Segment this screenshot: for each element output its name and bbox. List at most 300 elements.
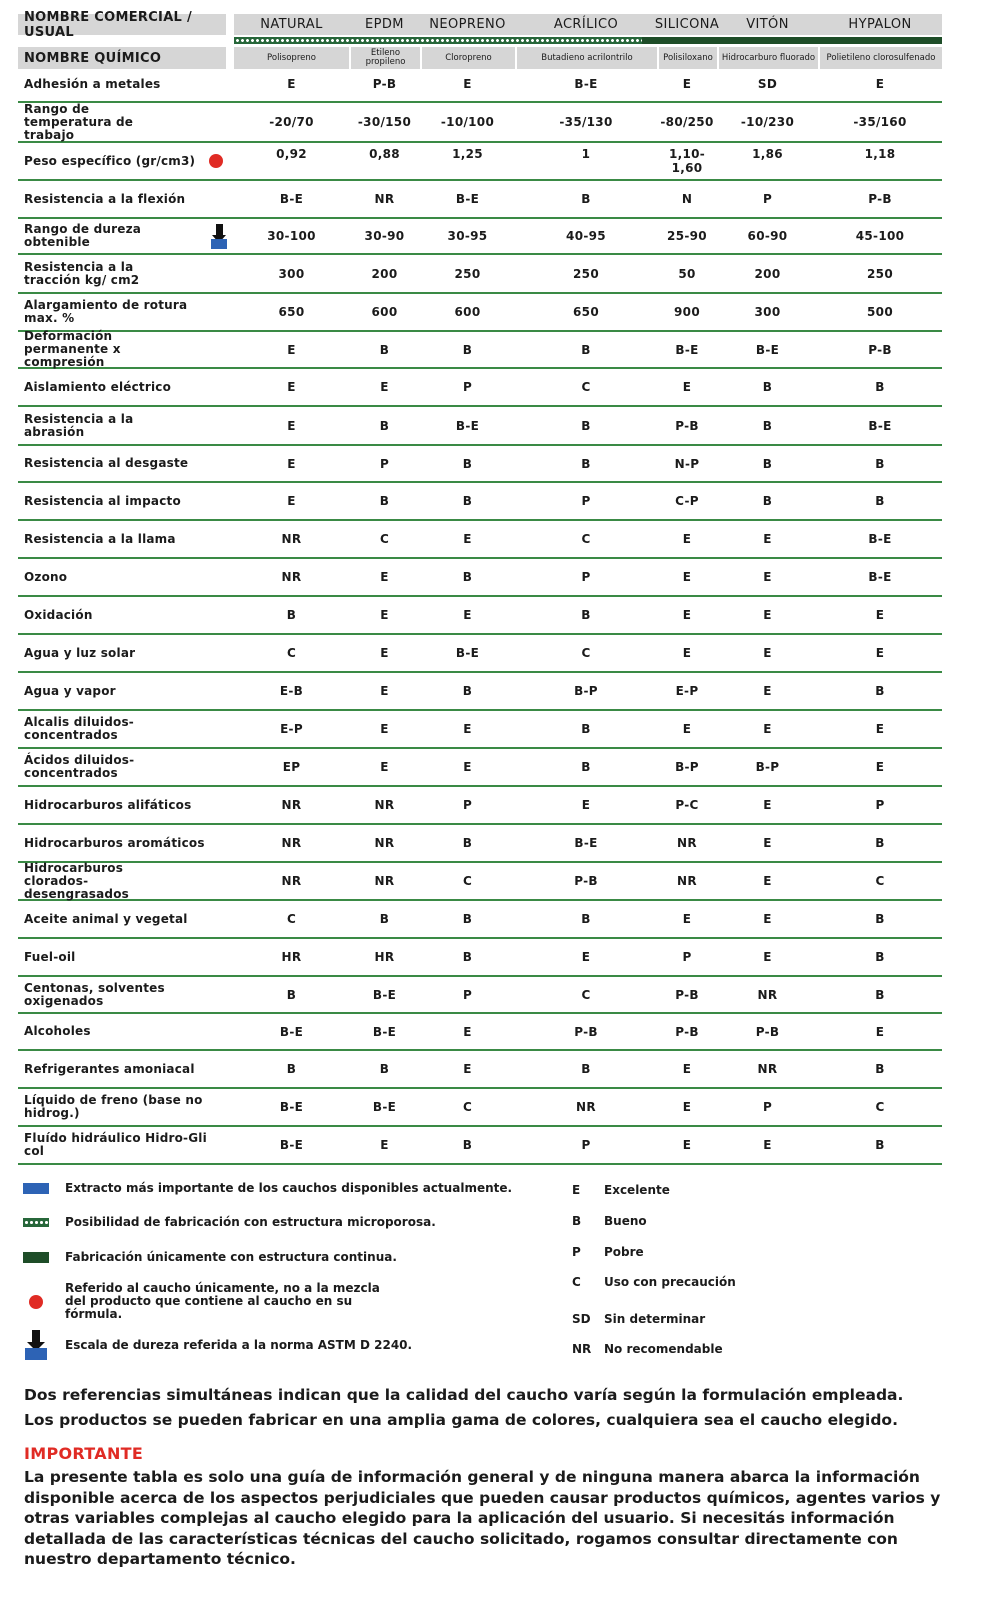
header-trade-names	[18, 9, 942, 40]
row-label	[18, 799, 226, 812]
hardness-scale-icon	[211, 224, 226, 249]
cell-value: B	[875, 684, 885, 698]
row-label	[18, 1025, 226, 1038]
cell-value: P-B	[675, 987, 699, 1002]
cell-value: 1,18	[864, 147, 896, 161]
table-row	[18, 1014, 942, 1051]
rating-meaning: Excelente	[604, 1183, 670, 1197]
row-label-text: Resistencia al impacto	[24, 493, 181, 508]
cell-value: E	[380, 646, 389, 660]
row-label-text: Resistencia a la flexión	[24, 191, 186, 206]
cell-value: B	[581, 760, 591, 774]
cell-value: B	[581, 342, 591, 357]
row-label	[18, 495, 226, 508]
cell-value: E	[875, 77, 885, 91]
table-row	[18, 255, 942, 294]
cell-value: B-E	[574, 836, 598, 850]
cell-value: 25-90	[667, 229, 707, 243]
cell-value: EP	[282, 760, 301, 774]
cell-value: E	[463, 77, 472, 91]
rating-key-item	[572, 1183, 670, 1197]
cell-value: P	[762, 1100, 773, 1114]
cell-value: NR	[281, 570, 302, 584]
column-name-4: SILICONA	[654, 17, 720, 32]
cell-value: E	[287, 342, 296, 357]
rating-key-item	[572, 1214, 647, 1228]
cell-value: E	[763, 950, 772, 964]
cell-value: E	[763, 912, 772, 926]
table-row	[18, 369, 942, 407]
row-label-text: Centonas, solventes oxigenados	[24, 980, 165, 1008]
legend-text: Escala de dureza referida a la norma ASTM D 2240.	[65, 1337, 413, 1352]
row-label-text: Resistencia al desgaste	[24, 456, 189, 470]
cell-value: 30-95	[447, 229, 488, 243]
cell-value: N-P	[674, 456, 700, 471]
legend-text: Posibilidad de fabricación con estructura microporosa.	[65, 1215, 436, 1229]
cell-value: B	[379, 912, 390, 926]
solid-green-bar-icon	[23, 1252, 49, 1263]
column-chemical-4: Polisiloxano	[657, 47, 717, 69]
cell-value: E-B	[279, 684, 304, 698]
cell-value: E	[287, 494, 296, 508]
column-chemical-1: Etileno propileno	[349, 47, 420, 69]
cell-value: P	[581, 1138, 591, 1152]
cell-value: E	[463, 1024, 472, 1039]
row-values	[234, 760, 942, 774]
cell-value: B	[875, 380, 885, 394]
cell-value: E	[287, 456, 296, 471]
cell-value: NR	[281, 798, 302, 812]
row-values	[234, 684, 942, 698]
cell-value: E	[287, 77, 296, 91]
cell-value: E	[463, 1062, 472, 1076]
cell-value: B-P	[574, 684, 598, 698]
column-chemical-2: Cloropreno	[420, 47, 515, 69]
row-label-text: Agua y vapor	[24, 683, 116, 698]
cell-value: B	[875, 456, 885, 471]
cell-value: B-P	[675, 760, 699, 774]
table-row	[18, 901, 942, 939]
cell-value: B	[875, 1138, 885, 1152]
table-row	[18, 483, 942, 521]
cell-value: E	[287, 418, 296, 433]
cell-value: 250	[867, 266, 893, 281]
row-label-text: Fuel-oil	[24, 949, 76, 964]
cell-value: E	[763, 684, 772, 698]
cell-value: NR	[281, 532, 302, 546]
row-values	[234, 570, 942, 584]
cell-value: E	[380, 570, 389, 584]
row-label	[18, 862, 226, 901]
cell-value: C-P	[675, 494, 699, 508]
cell-value: -80/250	[660, 115, 714, 129]
cell-value: 300	[754, 305, 781, 319]
red-dot-icon	[209, 154, 223, 168]
row-values	[234, 380, 942, 394]
row-values	[234, 988, 942, 1002]
cell-value: E	[763, 1138, 772, 1152]
row-label-text: Ozono	[24, 569, 68, 584]
column-chemical-5: Hidrocarburo fluorado	[717, 47, 818, 69]
row-label-text: Oxidación	[24, 607, 93, 622]
cell-value: E	[682, 1138, 692, 1152]
cell-value: C	[581, 987, 591, 1002]
cell-value: E	[875, 1024, 885, 1039]
cell-value: 250	[454, 266, 481, 281]
cell-value: C	[875, 1100, 885, 1114]
row-label	[18, 261, 226, 287]
column-name-1: EPDM	[365, 17, 404, 32]
cell-value: NR	[374, 798, 395, 812]
cell-value: -20/70	[269, 115, 314, 129]
cell-value: 1,25	[452, 147, 483, 161]
table-row	[18, 673, 942, 711]
row-values	[234, 115, 942, 129]
cell-value: B	[379, 342, 390, 357]
legend-swatch	[23, 1218, 49, 1227]
table-row	[18, 825, 942, 863]
cell-value: B	[581, 418, 591, 433]
legend-item	[23, 1330, 412, 1360]
cell-value: P	[462, 798, 473, 812]
cell-value: 200	[371, 266, 398, 281]
rating-key-item	[572, 1245, 644, 1259]
cell-value: E	[763, 798, 772, 812]
cell-value: B	[379, 418, 390, 433]
cell-value: C	[581, 532, 591, 546]
row-values	[234, 722, 942, 736]
cell-value: B-E	[868, 532, 892, 546]
legend-item	[23, 1251, 397, 1264]
rating-meaning: Bueno	[604, 1214, 647, 1228]
cell-value: B-E	[675, 342, 699, 357]
cell-value: E	[380, 1138, 389, 1152]
row-values	[234, 1025, 942, 1039]
cell-value: B	[286, 987, 297, 1002]
table-row	[18, 749, 942, 787]
cell-value: 0,88	[369, 147, 400, 161]
cell-value: B	[762, 380, 773, 394]
column-chemical-3: Butadieno acrilontrilo	[515, 47, 657, 69]
rating-code: C	[572, 1275, 581, 1289]
row-values	[234, 457, 942, 471]
cell-value: E	[682, 532, 692, 546]
row-values	[234, 1138, 942, 1152]
row-values	[234, 532, 942, 546]
row-values	[234, 1100, 942, 1114]
cell-value: B-E	[455, 418, 480, 433]
cell-value: E	[463, 532, 472, 546]
cell-value: B	[581, 608, 591, 622]
rating-key-item	[572, 1275, 736, 1289]
cell-value: P	[762, 192, 773, 206]
cell-value: B-E	[279, 1138, 304, 1152]
cell-value: E	[682, 1100, 692, 1114]
cell-value: P	[682, 950, 692, 964]
column-chemical-6: Polietileno clorosulfenado	[818, 47, 942, 69]
blue-square-icon	[23, 1183, 49, 1194]
cell-value: P-B	[675, 418, 699, 433]
cell-value: 30-90	[364, 229, 405, 243]
row-label	[18, 533, 226, 546]
table-row	[18, 635, 942, 673]
cell-value: P-B	[574, 874, 598, 888]
cell-value: E	[763, 722, 772, 736]
legend-swatch	[23, 1295, 49, 1309]
cell-value: B-P	[755, 760, 780, 774]
important-title: IMPORTANTE	[24, 1444, 144, 1463]
cell-value: C	[462, 874, 473, 888]
cell-value: B-E	[868, 570, 892, 584]
cell-value: E	[380, 608, 389, 622]
row-label	[18, 413, 226, 439]
row-label	[18, 78, 226, 91]
table-row	[18, 181, 942, 219]
row-label-text: Aislamiento eléctrico	[24, 379, 172, 394]
cell-value: B	[462, 836, 473, 850]
cell-value: C	[581, 646, 591, 660]
cell-value: 1,86	[752, 147, 783, 161]
cell-value: NR	[757, 987, 778, 1002]
cell-value: B-E	[279, 1024, 304, 1039]
cell-value: P-B	[574, 1024, 598, 1039]
chemical-name-columns	[234, 47, 942, 69]
cell-value: E	[463, 760, 472, 774]
table-row	[18, 711, 942, 749]
table-row	[18, 143, 942, 181]
row-label-text: Alcalis diluidos-concentrados	[24, 715, 134, 742]
cell-value: 600	[454, 305, 481, 319]
cell-value: E	[875, 760, 885, 774]
legend-item	[23, 1182, 512, 1195]
cell-value: B	[462, 950, 473, 964]
cell-value: B	[581, 192, 591, 206]
cell-value: B	[875, 987, 885, 1002]
cell-value: P-C	[675, 798, 699, 812]
table-row	[18, 219, 942, 255]
cell-value: B-E	[279, 192, 304, 206]
row-label-text: Deformación permanente x compresión	[24, 329, 121, 369]
cell-value: 900	[674, 305, 700, 319]
row-label-text: Hidrocarburos alifáticos	[24, 797, 192, 812]
cell-value: 600	[371, 305, 398, 319]
cell-value: 650	[573, 305, 599, 319]
rating-code: P	[572, 1245, 581, 1259]
table-row	[18, 977, 942, 1014]
row-values	[234, 912, 942, 926]
cell-value: E	[682, 912, 692, 926]
cell-value: B-E	[372, 1024, 397, 1039]
row-label	[18, 457, 226, 470]
hardness-scale-icon	[25, 1330, 47, 1360]
cell-value: 300	[278, 266, 305, 281]
table-row	[18, 446, 942, 483]
row-label	[18, 299, 226, 325]
cell-value: E-P	[675, 684, 699, 698]
rating-meaning: No recomendable	[604, 1342, 723, 1356]
cell-value: B	[581, 1062, 591, 1076]
cell-value: N	[681, 192, 693, 206]
cell-value: P	[379, 456, 390, 471]
legend-item	[23, 1282, 385, 1321]
cell-value: C	[875, 874, 885, 888]
cell-value: B	[762, 456, 773, 471]
cell-value: 500	[867, 305, 893, 319]
legend-swatch	[23, 1252, 49, 1263]
cell-value: C	[379, 532, 390, 546]
cell-value: E	[763, 836, 772, 850]
cell-value: NR	[281, 874, 302, 888]
row-label	[18, 754, 226, 780]
row-label-text: Peso específico (gr/cm3)	[24, 153, 196, 168]
cell-value: 45-100	[855, 229, 905, 243]
row-label-text: Alcoholes	[24, 1024, 91, 1038]
row-values	[234, 77, 942, 91]
cell-value: B	[462, 912, 473, 926]
row-label-text: Líquido de freno (base no hidrog.)	[24, 1093, 203, 1120]
row-values	[234, 950, 942, 964]
row-values	[234, 646, 942, 660]
row-label	[18, 103, 226, 142]
cell-value: E	[682, 1062, 692, 1076]
rating-code: E	[572, 1183, 581, 1197]
cell-value: C	[462, 1100, 473, 1114]
cell-value: E	[463, 608, 472, 622]
cell-value: NR	[374, 836, 395, 850]
row-values	[234, 419, 942, 433]
cell-value: NR	[677, 836, 697, 850]
cell-value: -10/100	[440, 115, 495, 129]
cell-value: NR	[374, 874, 395, 888]
row-values	[234, 147, 942, 175]
row-values	[234, 798, 942, 812]
note-formulation: Dos referencias simultáneas indican que la calidad del caucho varía según la formulación empleada.	[24, 1386, 904, 1404]
red-dot-icon	[29, 1295, 43, 1309]
cell-value: B	[286, 608, 297, 622]
cell-value: C	[286, 646, 297, 660]
cell-value: B-E	[279, 1100, 304, 1114]
row-values	[234, 192, 942, 206]
row-label-text: Alargamiento de rotura max. %	[24, 298, 188, 325]
row-label-text: Rango de temperatura de trabajo	[24, 101, 134, 142]
row-label	[18, 571, 226, 584]
cell-value: B	[875, 912, 885, 926]
cell-value: B	[762, 418, 773, 433]
cell-value: E	[682, 722, 692, 736]
row-label	[18, 716, 226, 742]
legend-text: Extracto más importante de los cauchos disponibles actualmente.	[65, 1181, 513, 1195]
cell-value: 1	[581, 147, 591, 161]
cell-value: E	[581, 798, 591, 812]
table-row	[18, 787, 942, 825]
cell-value: E	[763, 570, 772, 584]
table-row	[18, 939, 942, 977]
cell-value: NR	[281, 836, 302, 850]
row-label-text: Resistencia a la tracción kg/ cm2	[24, 259, 140, 287]
table-row	[18, 67, 942, 103]
cell-value: C	[581, 380, 591, 394]
cell-value: B-E	[455, 646, 480, 660]
row-label-text: Fluído hidráulico Hidro-Gli col	[24, 1131, 207, 1158]
cell-value: 60-90	[747, 229, 788, 243]
cell-value: B	[581, 722, 591, 736]
column-chemical-0: Polisopreno	[267, 52, 316, 63]
cell-value: E	[875, 608, 885, 622]
table-row	[18, 1089, 942, 1127]
rating-meaning: Sin determinar	[604, 1312, 706, 1326]
row-label	[18, 154, 226, 168]
row-label-text: Resistencia a la abrasión	[24, 411, 134, 439]
cell-value: B-E	[574, 77, 598, 91]
table-row	[18, 559, 942, 597]
row-label	[18, 1094, 226, 1120]
cell-value: C	[286, 912, 297, 926]
cell-value: P-B	[372, 77, 397, 91]
microporous-segment	[234, 37, 642, 44]
table-row	[18, 597, 942, 635]
cell-value: P-B	[868, 192, 892, 206]
chemical-name-label: NOMBRE QUÍMICO	[18, 47, 226, 69]
cell-value: B	[762, 494, 773, 508]
cell-value: B	[875, 836, 885, 850]
cell-value: E	[287, 380, 296, 394]
row-values	[234, 229, 942, 243]
table-row	[18, 329, 942, 369]
cell-value: B	[581, 912, 591, 926]
cell-value: 1,10-1,60	[668, 147, 706, 175]
row-label-text: Hidrocarburos aromáticos	[24, 835, 205, 850]
row-values	[234, 343, 942, 357]
table-row	[18, 860, 942, 901]
cell-value: B	[379, 494, 390, 508]
row-label-text: Ácidos diluidos-concentrados	[24, 753, 135, 780]
row-values	[234, 608, 942, 622]
row-label-text: Hidrocarburos clorados-desengrasados	[24, 860, 129, 901]
cell-value: B-E	[372, 987, 397, 1002]
cell-value: -35/160	[853, 115, 907, 129]
cell-value: B-E	[868, 418, 892, 433]
cell-value: B	[462, 342, 473, 357]
cell-value: B-E	[455, 192, 480, 206]
cell-value: B	[875, 1062, 885, 1076]
row-values	[234, 1062, 942, 1076]
legend-item	[23, 1216, 436, 1229]
cell-value: B	[581, 456, 591, 471]
table-row	[18, 1051, 942, 1089]
row-label-text: Adhesión a metales	[24, 76, 161, 91]
row-values	[234, 874, 942, 888]
cell-value: HR	[281, 950, 302, 964]
table-row	[18, 103, 942, 143]
cell-value: 50	[678, 266, 696, 281]
cell-value: E	[763, 532, 772, 546]
cell-value: P-B	[868, 342, 892, 357]
table-row	[18, 521, 942, 559]
cell-value: P	[462, 380, 473, 394]
cell-value: -35/130	[559, 115, 613, 129]
cell-value: B	[875, 950, 885, 964]
row-label-text: Refrigerantes amoniacal	[24, 1061, 195, 1076]
rating-key-item	[572, 1312, 705, 1326]
cell-value: HR	[374, 950, 395, 964]
cell-value: E	[682, 608, 692, 622]
cell-value: B	[462, 684, 473, 698]
cell-value: B	[462, 1138, 473, 1152]
row-label	[18, 951, 226, 964]
cell-value: B	[462, 570, 473, 584]
legend-text: Referido al caucho únicamente, no a la mezcla del producto que contiene al caucho en su fórmula.	[65, 1281, 380, 1321]
cell-value: E	[682, 646, 692, 660]
